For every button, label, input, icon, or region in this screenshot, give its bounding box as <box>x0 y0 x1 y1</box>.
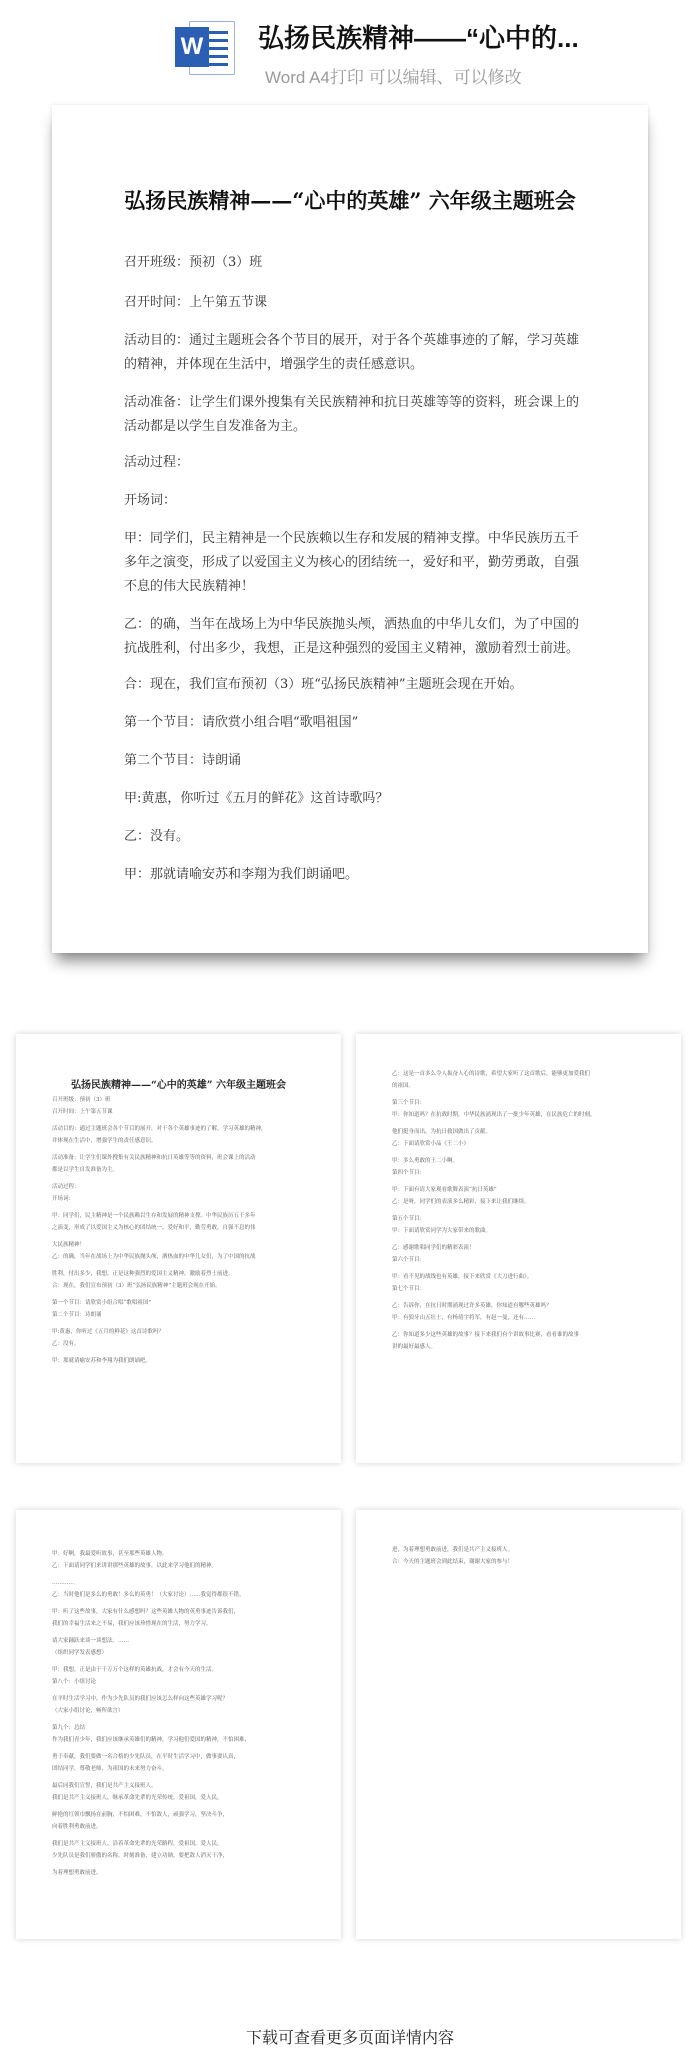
thumbnail-text-line: 甲:黄惠，你听过《五月的鲜花》这首诗歌吗？ <box>52 1329 164 1335</box>
thumbnail-text-line: 他们挺身而出，为抗日救国做出了贡献。 <box>392 1129 492 1135</box>
thumbnail-text-line: 都是以学生自发准备为主。 <box>52 1167 119 1173</box>
document-title: 弘扬民族精神——“心中的英雄” 六年级主题班会 <box>124 188 576 213</box>
thumbnail-text-line: 的祖国。 <box>392 1083 415 1089</box>
thumbnail-text-line: 请大家踊跃来谈一谈想法。…… <box>52 1638 130 1644</box>
thumbnail-text-line: 乙：下面请同学们来讲讲那些英雄的故事，以此来学习他们的精神。 <box>52 1563 218 1569</box>
thumbnail-text-line: 在平时生活学习中，作为少先队员的我们应该怎么样向这些英雄学习呢？ <box>52 1696 229 1702</box>
paragraph: 开场词： <box>124 493 177 508</box>
download-hint: 下载可查看更多页面详情内容 <box>245 2030 454 2047</box>
thumbnail-text-line: ………… <box>52 1580 74 1586</box>
thumbnail-page-1[interactable] <box>16 1034 341 1463</box>
thumbnail-text-line: 第三个节目： <box>392 1100 426 1106</box>
thumbnail-text-line: 甲：好啊，我最爱听故事，甚至那些英雄人物。 <box>52 1551 168 1557</box>
thumbnail-text-line: 第一个节目：请欣赏小组合唱“歌唱祖国” <box>52 1300 152 1306</box>
header <box>0 0 700 92</box>
thumbnail-text-line: 乙：告诉你，在抗日时期涌现过许多英雄，你知道有哪些英雄吗？ <box>392 1303 552 1309</box>
thumbnail-text-line: 甲：有狼牙山五壮士，有杨靖宇将军，有赵一曼，还有…… <box>392 1315 536 1321</box>
thumbnail-text-line: 甲：下面请欣赏同学为大家带来的歌曲。 <box>392 1228 492 1234</box>
thumbnail-text-line: 第五个节目： <box>392 1216 426 1222</box>
thumbnail-text-line: 甲：下面有请大家观看歌舞表演“抗日英雄” <box>392 1187 497 1193</box>
thumbnail-text-line: 乙：这是一首多么令人振奋人心的诗歌，希望大家听了这首歌后，能够更加爱我们 <box>392 1071 591 1077</box>
word-badge: W <box>175 27 209 67</box>
thumbnail-title: 弘扬民族精神——“心中的英雄” 六年级主题班会 <box>71 1080 286 1091</box>
thumbnail-text-line: 甲：同学们，民主精神是一个民族赖以生存和发展的精神支撑。中华民族历五千多年 <box>52 1213 256 1219</box>
thumbnail-text-line: 我们的幸福生活来之不易，我们应该珍惜现在的生活，努力学习。 <box>52 1621 212 1627</box>
thumbnail-page-4[interactable] <box>356 1510 681 1939</box>
thumbnail-text-line: 甲：我想，正是由于千万万个这样的英雄抗战，才会有今天的生活。 <box>52 1667 218 1673</box>
thumbnail-text-line: 召开班级：预初（3）班 <box>52 1097 111 1103</box>
thumbnail-text-line: 乙：的确，当年在战场上为中华民族抛头颅，洒热血的中华儿女们，为了中国的抗战 <box>52 1254 256 1260</box>
thumbnail-text-line: 之演变，形成了以爱国主义为核心的团结统一，爱好和平，勤劳勇敢，自强不息的伟 <box>52 1225 256 1231</box>
thumbnail-text-line: 勇于奉献，我们要做一名合格的少先队员，在平时生活学习中，做事要认真， <box>52 1754 240 1760</box>
thumbnail-text-line: 第七个节目： <box>392 1286 426 1292</box>
thumbnail-text-line: 甲：听了这些故事，大家有什么感想吗？这些英雄人物的英勇事迹告诉我们， <box>52 1609 240 1615</box>
thumbnail-page-3[interactable] <box>16 1510 341 1939</box>
thumbnail-text-line: 向着胜利勇敢前进。 <box>52 1824 102 1830</box>
thumbnail-text-line: （组织同学发表感想） <box>52 1650 108 1656</box>
thumbnail-text-line: 作为我们青少年，我们应该继承英雄们的精神，学习他们爱国的精神，不怕困难， <box>52 1737 251 1743</box>
thumbnail-text-line: 乙：你知道多少这些英雄的故事？接下来我们有个讲故事比赛，看看谁的故事 <box>392 1332 580 1338</box>
thumbnail-text-line: 乙：感谢歌唱同学们的精彩表演！ <box>392 1245 475 1251</box>
thumbnail-text-line: 胜利，付出多少，我想，正是这种强烈的爱国主义精神，激励着烈士前进。 <box>52 1271 234 1277</box>
word-document-icon <box>175 17 235 77</box>
paragraph: 甲：那就请喻安苏和李翔为我们朗诵吧。 <box>124 867 359 882</box>
thumbnail-text-line: 为着理想勇敢前进。 <box>52 1870 102 1876</box>
thumbnail-text-line: 合：现在，我们宣布预初（3）班“弘扬民族精神”主题班会现在开始。 <box>52 1283 221 1289</box>
thumbnail-text-line: （大家小组讨论，畅所欲言） <box>52 1708 124 1714</box>
thumbnail-text-line: 乙：是呀，同学们的表演多么精彩，接下来让我们继续。 <box>392 1199 530 1205</box>
thumbnail-text-line: 召开时间：上午第五节课 <box>52 1109 113 1115</box>
thumbnail-text-line: 乙：下面请欣赏小品《王二小》 <box>392 1141 470 1147</box>
thumbnail-text-line: 大民族精神！ <box>52 1242 86 1248</box>
thumbnail-text-line: 第六个节目： <box>392 1257 426 1263</box>
thumbnail-text-line: 甲：那就请喻安苏和李翔为我们朗诵吧。 <box>52 1358 152 1364</box>
thumbnail-text-line: 我们是共产主义接班人，继承革命先辈的光荣传统，爱祖国，爱人民， <box>52 1795 223 1801</box>
paragraph: 乙：没有。 <box>124 829 190 844</box>
thumbnail-text-line: 进，为着理想勇敢前进，我们是共产主义接班人。 <box>392 1547 514 1553</box>
thumbnail-text-line: 并体现在生活中，增强学生的责任感意识。 <box>52 1138 157 1144</box>
document-preview-page <box>52 105 648 953</box>
thumbnail-text-line: 活动准备：让学生们课外搜集有关民族精神和抗日英雄等等的资料，班会课上的活动 <box>52 1155 256 1161</box>
thumbnail-text-line: 第八个：小组讨论 <box>52 1679 97 1685</box>
thumbnail-text-line: 团结同学，尊敬老师，为祖国的未来努力奋斗。 <box>52 1766 168 1772</box>
paragraph: 第二个节目：诗朗诵 <box>124 753 242 768</box>
thumbnail-text-line: 少先队员是我们骄傲的名称，时刻准备，建立功勋，要把敌人消灭干净， <box>52 1853 229 1859</box>
paragraph: 甲:黄惠，你听过《五月的鲜花》这首诗歌吗？ <box>124 791 389 806</box>
thumbnail-text-line: 我们是共产主义接班人，沿着革命先辈的光荣路程，爱祖国，爱人民， <box>52 1841 223 1847</box>
paragraph: 甲：同学们，民主精神是一个民族赖以生存和发展的精神支撑。中华民族历五千多年之演变，形成了以爱国主义为核心的团结统一，爱好和平，勤劳勇敢，自强不息的伟大民族精神！ <box>124 531 580 594</box>
page-title: 弘扬民族精神——“心中的... <box>258 23 579 53</box>
paragraph: 乙：的确，当年在战场上为中华民族抛头颅，洒热血的中华儿女们，为了中国的抗战胜利，付出多少，我想，正是这种强烈的爱国主义精神，激励着烈士前进。 <box>124 617 580 656</box>
paragraph: 第一个节目：请欣赏小组合唱“歌唱祖国” <box>124 715 359 730</box>
thumbnail-text-line: 乙：没有。 <box>52 1341 80 1347</box>
paragraph: 合：现在，我们宣布预初（3）班“弘扬民族精神”主题班会现在开始。 <box>124 677 523 692</box>
thumbnail-text-line: 甲：多么勇敢的王二小啊。 <box>392 1158 459 1164</box>
thumbnail-text-line: 甲：看不见的战线也有英雄，接下来欣赏《大刀进行曲》。 <box>392 1274 533 1280</box>
thumbnail-text-line: 第九个：总结 <box>52 1725 86 1731</box>
thumbnail-text-line: 活动目的：通过主题班会各个节目的展开，对于各个英雄事迹的了解，学习英雄的精神， <box>52 1126 267 1132</box>
thumbnail-text-line: 最后同我们宣誓，我们是共产主义接班人。 <box>52 1783 157 1789</box>
paragraph: 召开时间：上午第五节课 <box>124 295 268 310</box>
thumbnail-text-line: 第四个节目： <box>392 1170 426 1176</box>
thumbnail-text-line: 活动过程： <box>52 1184 80 1190</box>
thumbnail-page-2[interactable] <box>356 1034 681 1463</box>
page-subtitle: Word A4打印 可以编辑、可以修改 <box>265 68 522 87</box>
thumbnail-text-line: 开场词： <box>52 1196 75 1202</box>
paragraph: 活动过程： <box>124 455 190 470</box>
thumbnail-text-line: 乙：当时他们是多么的勇敢！多么的英勇！（大家讨论）……我觉得都很不错。 <box>52 1592 245 1598</box>
thumbnail-text-line: 鲜艳的红领巾飘扬在前胸，不怕困难，不怕敌人，顽强学习，坚决斗争， <box>52 1812 229 1818</box>
thumbnail-text-line: 讲的最好最感人。 <box>392 1344 437 1350</box>
thumbnail-text-line: 甲：你知道吗？在抗战时期，中华民族涌现出了一批少年英雄，在民族危亡的时刻， <box>392 1112 596 1118</box>
thumbnail-text-line: 第二个节目：诗朗诵 <box>52 1312 102 1318</box>
paragraph: 召开班级：预初（3）班 <box>124 255 263 270</box>
paragraph: 活动目的：通过主题班会各个节目的展开，对于各个英雄事迹的了解，学习英雄的精神，并体现在生活中，增强学生的责任感意识。 <box>124 333 580 372</box>
thumbnail-text-line: 合：今天的主题班会到此结束，谢谢大家的参与！ <box>392 1559 514 1565</box>
paragraph: 活动准备：让学生们课外搜集有关民族精神和抗日英雄等等的资料，班会课上的活动都是以学生自发准备为主。 <box>124 395 580 434</box>
